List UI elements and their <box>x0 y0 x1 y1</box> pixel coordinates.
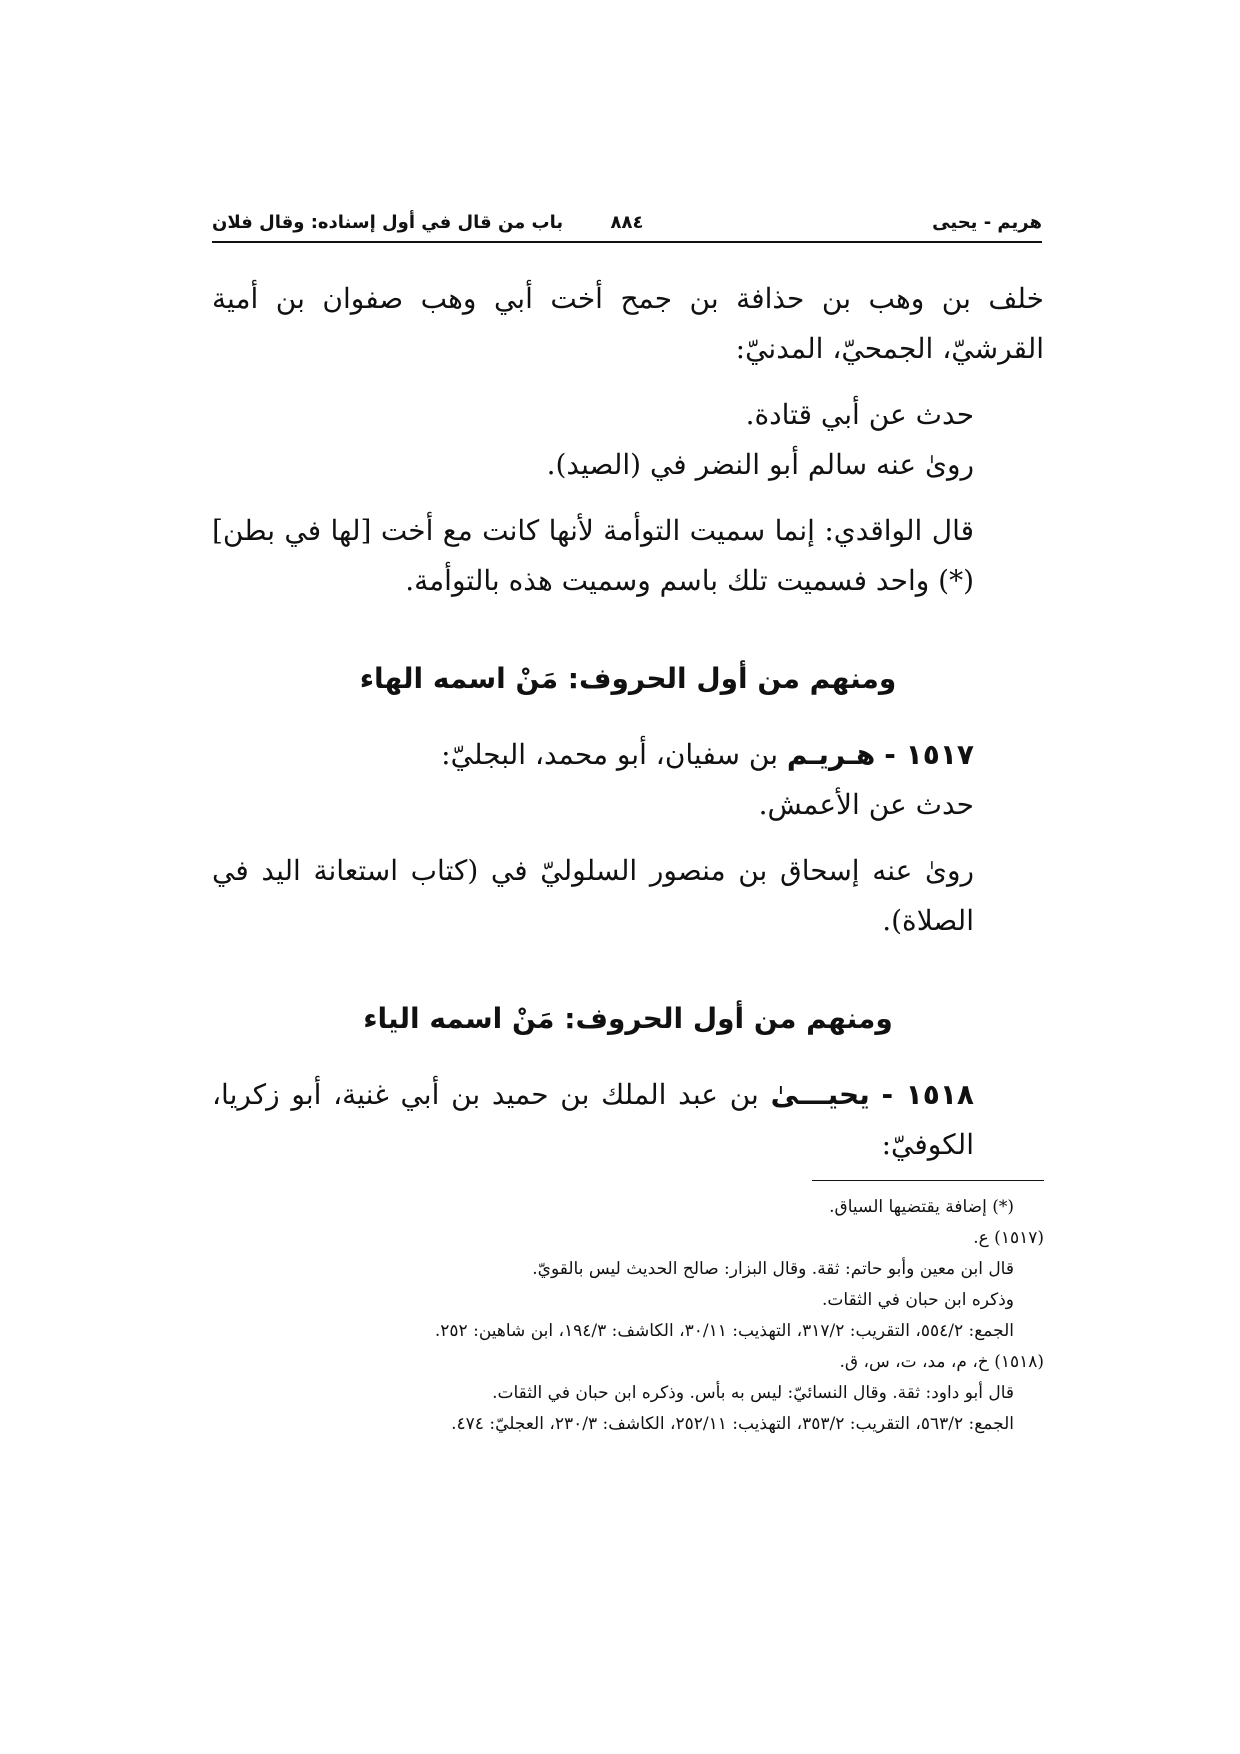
main-text <box>212 274 1044 1170</box>
paragraph-narrated-by: رویٰ عنه إسحاق بن منصور السلوليّ في (كتاب استعانة اليد في الصلاة). <box>212 854 974 937</box>
entry-1517 <box>212 730 1044 780</box>
footnote-1517-sources: الجمع: ٥٥٤/٢، التقريب: ٣١٧/٢، التهذيب: ٣٠/١١، الكاشف: ١٩٤/٣، ابن شاهين: ٢٥٢. <box>434 1321 1014 1341</box>
footnotes <box>230 1192 1044 1440</box>
paragraph-narrated-from: حدث عن أبي قتادة. <box>745 398 974 431</box>
footnote-1518-sources: الجمع: ٥٦٣/٢، التقريب: ٣٥٣/٢، التهذيب: ٢٥٢/١١، الكاشف: ٢٣٠/٣، العجليّ: ٤٧٤. <box>451 1414 1014 1434</box>
paragraph-waqidi-note: قال الواقدي: إنما سميت التوأمة لأنها كانت مع أخت [لها في بطن](*) واحد فسميت تلك باسم وسميت هذه بالتوأمة. <box>212 514 974 597</box>
running-header <box>212 205 1042 243</box>
footnote-1517-ibn-hibban: وذكره ابن حبان في الثقات. <box>822 1290 1014 1310</box>
footnote-separator <box>812 1180 1044 1181</box>
entry-description: بن عبد الملك بن حميد بن أبي غنية، أبو زكريا، الكوفيّ: <box>212 1078 974 1161</box>
footnote-1518-grading: قال أبو داود: ثقة. وقال النسائيّ: ليس به بأس. وذكره ابن حبان في الثقات. <box>492 1383 1014 1403</box>
section-heading-ha: ومنهم من أول الحروف: مَنْ اسمه الهاء <box>359 662 897 695</box>
page-number: ٨٨٤ <box>610 212 644 233</box>
entry-number: ١٥١٨ - <box>881 1078 974 1111</box>
footnote-star: (*) إضافة يقتضيها السياق. <box>829 1197 1014 1217</box>
paragraph-narrated-from: حدث عن الأعمش. <box>758 788 974 821</box>
entry-number: ١٥١٧ - <box>884 738 974 771</box>
entry-description: بن سفيان، أبو محمد، البجليّ: <box>441 738 787 771</box>
section-heading-ya: ومنهم من أول الحروف: مَنْ اسمه الياء <box>363 1002 893 1035</box>
paragraph-continuation: خلف بن وهب بن حذافة بن جمح أخت أبي وهب صفوان بن أمية القرشيّ، الجمحيّ، المدنيّ: <box>212 282 1044 365</box>
footnote-1518-symbols: (١٥١٨) خ، م، مد، ت، س، ق. <box>839 1352 1044 1372</box>
header-section-title: هريم - يحيى <box>932 212 1042 233</box>
footnote-1517-symbols: (١٥١٧) ع. <box>973 1228 1044 1248</box>
paragraph-narrated-by: رویٰ عنه سالم أبو النضر في (الصيد). <box>546 448 974 481</box>
entry-1518 <box>212 1070 1044 1170</box>
footnote-1517-grading: قال ابن معين وأبو حاتم: ثقة. وقال البزار: صالح الحديث ليس بالقويّ. <box>532 1259 1014 1279</box>
entry-name: يحيـــیٰ <box>770 1078 870 1111</box>
entry-name: هـريـم <box>786 738 876 771</box>
header-chapter-title: باب من قال في أول إسناده: وقال فلان <box>212 212 564 233</box>
